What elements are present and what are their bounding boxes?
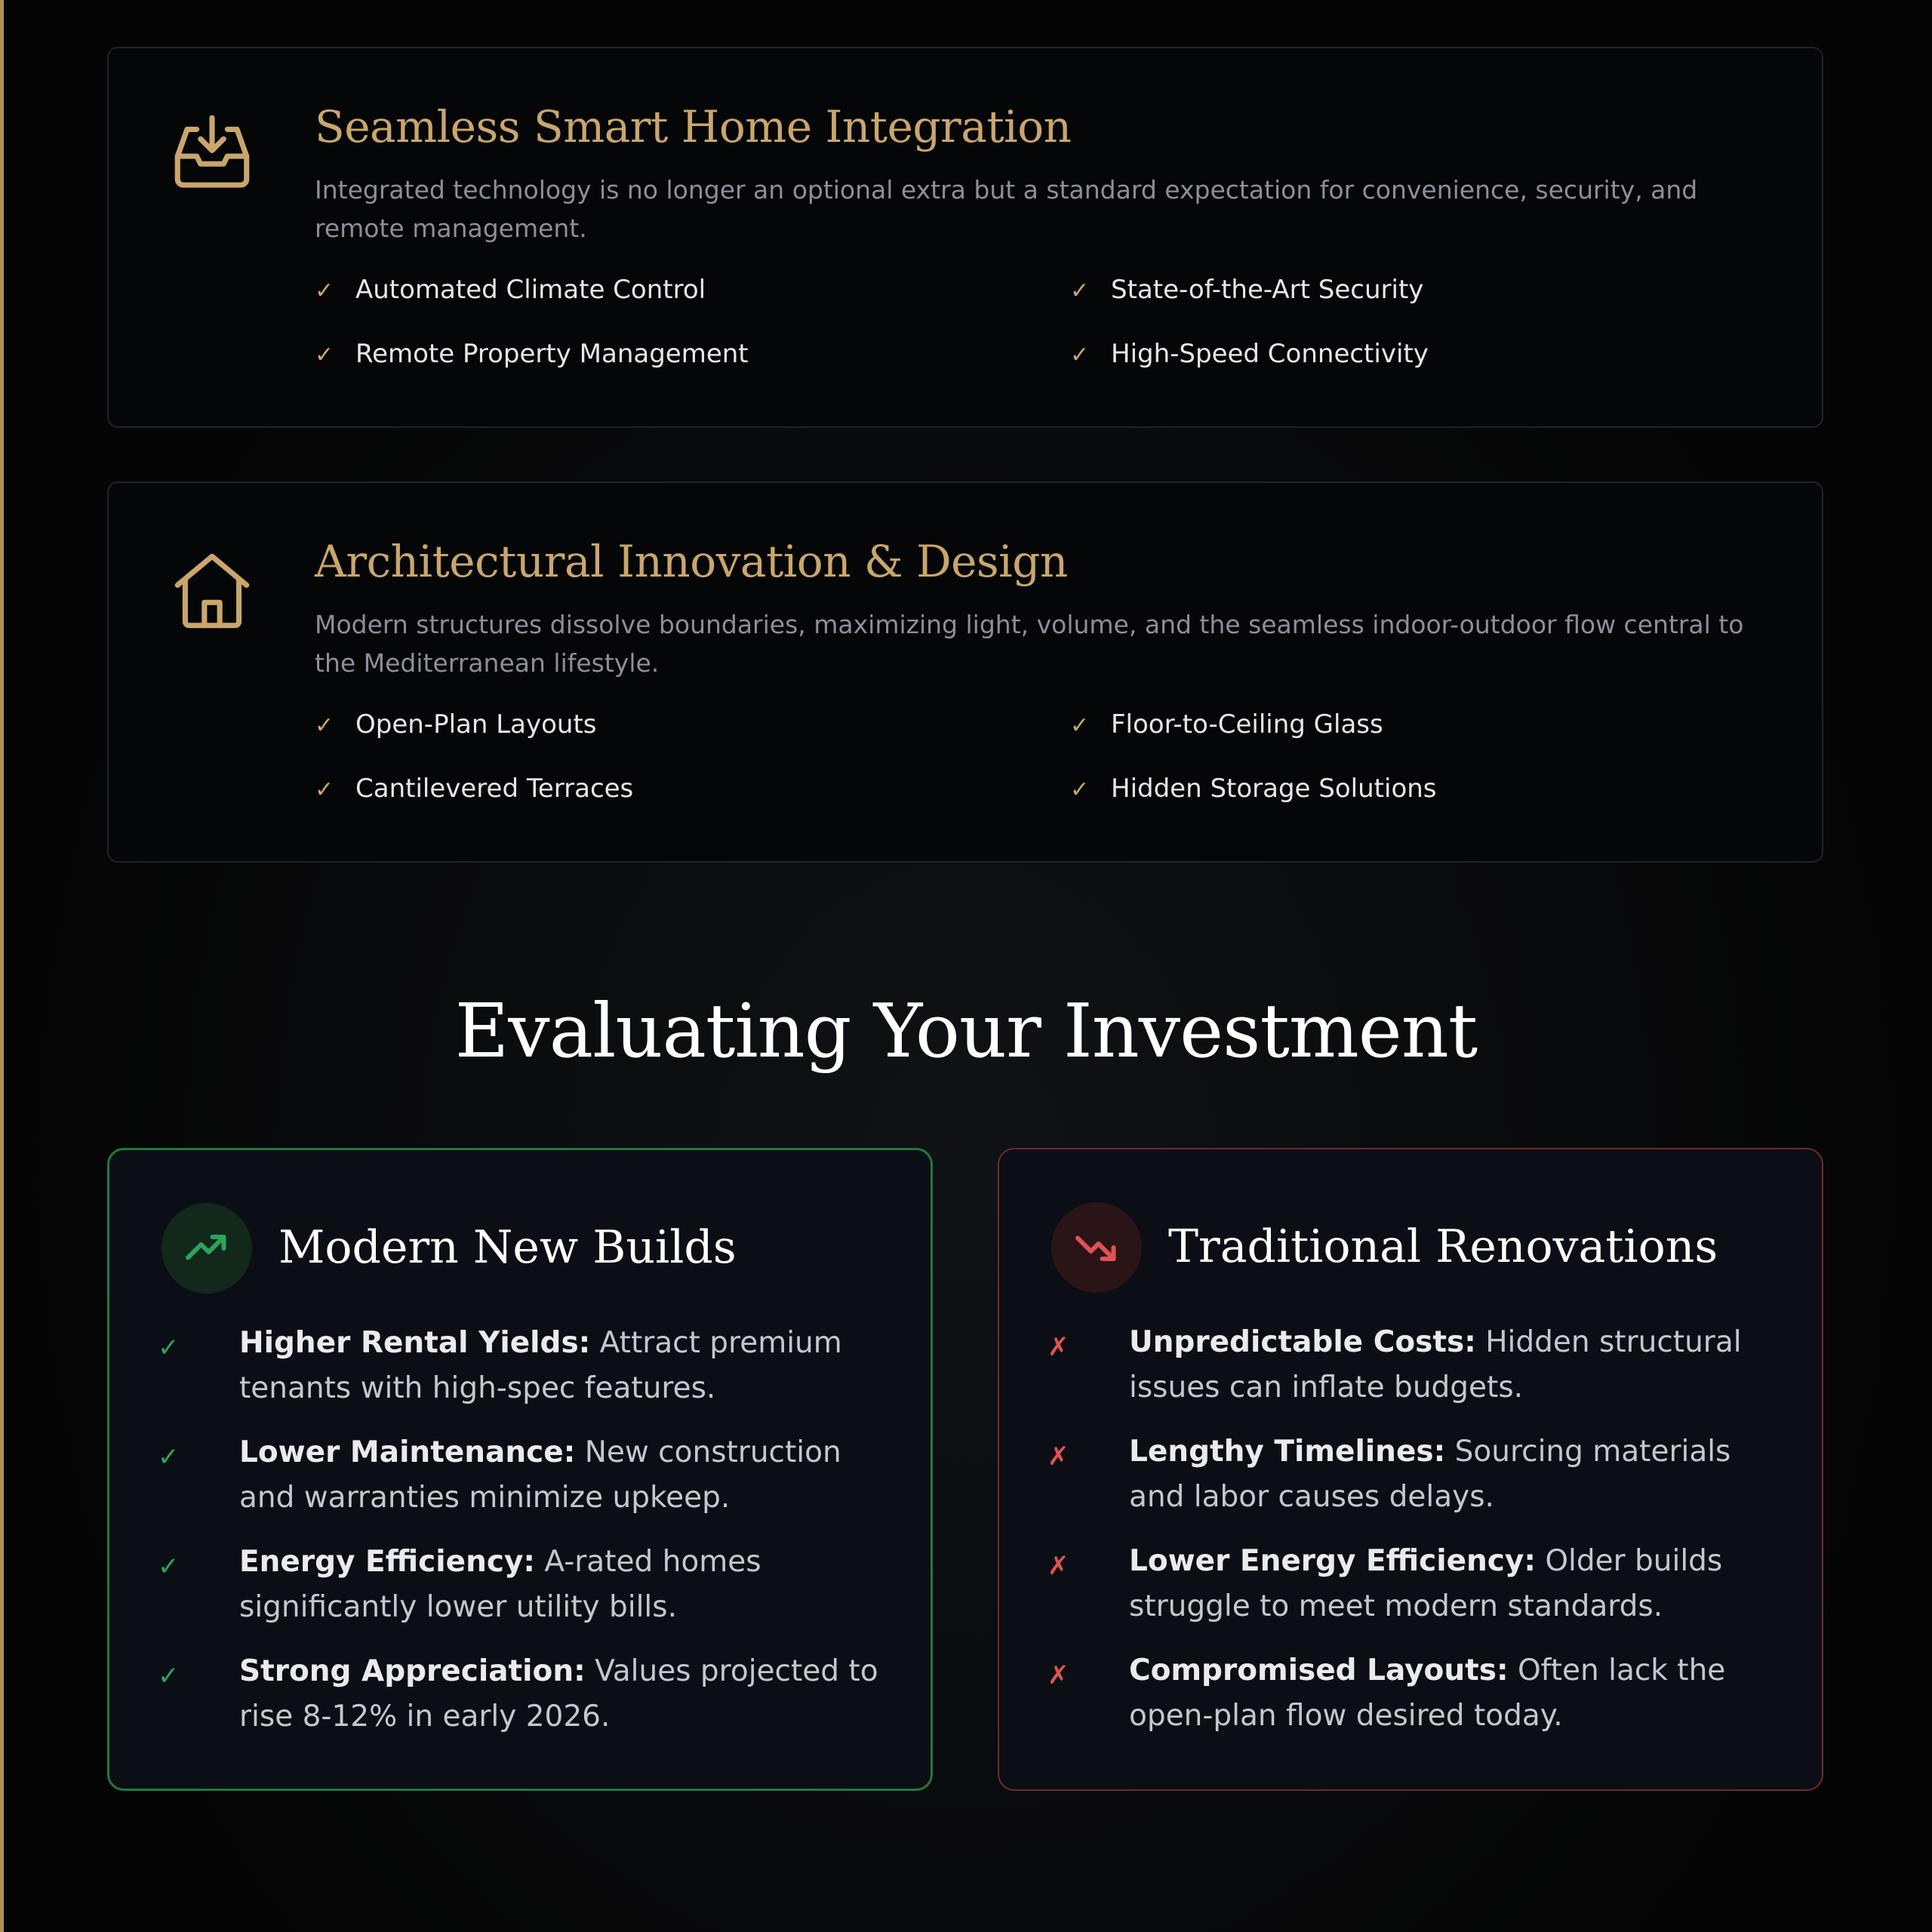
feature-list-item: ✓ Floor-to-Ceiling Glass	[1070, 709, 1383, 740]
feature-title: Architectural Innovation & Design	[315, 536, 1068, 587]
check-icon: ✓	[1070, 342, 1090, 368]
check-icon: ✓	[315, 342, 334, 368]
check-icon: ✓	[315, 777, 334, 803]
house-icon	[166, 545, 258, 637]
feature-list-item: ✓ State-of-the-Art Security	[1070, 275, 1424, 305]
section-title: Evaluating Your Investment	[454, 989, 1478, 1075]
feature-list-item: ✓ Hidden Storage Solutions	[1070, 774, 1437, 804]
feature-title: Seamless Smart Home Integration	[315, 101, 1072, 152]
feature-card-smart-home	[107, 47, 1823, 428]
check-icon: ✓	[158, 1333, 180, 1363]
feature-card-architecture	[107, 481, 1823, 863]
card-title: Modern New Builds	[278, 1221, 737, 1274]
feature-list-item: ✓ Automated Climate Control	[315, 275, 706, 305]
cross-icon: ✗	[1048, 1441, 1069, 1472]
check-icon: ✓	[1070, 278, 1090, 304]
card-title: Traditional Renovations	[1168, 1220, 1718, 1273]
check-icon: ✓	[315, 278, 334, 304]
inbox-download-icon	[166, 110, 258, 202]
cross-icon: ✗	[1048, 1332, 1069, 1362]
feature-list-item: ✓ Remote Property Management	[315, 339, 749, 369]
feature-list-item: ✓ Open-Plan Layouts	[315, 709, 597, 740]
check-icon: ✓	[1070, 777, 1090, 803]
feature-list-item: ✓ Cantilevered Terraces	[315, 774, 634, 804]
check-icon: ✓	[158, 1552, 180, 1582]
trending-down-icon	[1051, 1202, 1142, 1293]
check-icon: ✓	[158, 1661, 180, 1691]
left-accent-border	[0, 0, 4, 1932]
cross-icon: ✗	[1048, 1660, 1069, 1690]
feature-list-item: ✓ High-Speed Connectivity	[1070, 339, 1429, 369]
check-icon: ✓	[158, 1442, 180, 1472]
trending-up-icon	[162, 1203, 252, 1294]
check-icon: ✓	[1070, 712, 1090, 739]
feature-description: Integrated technology is no longer an optional extra but a standard expectation for convenience, security, and remote management.	[315, 175, 1698, 243]
pros-card-new-builds: Modern New Builds ✓ Higher Rental Yields: Attract premium tenants with high-spec features. ✓ Lower Maintenance: New construction and warranties minimize upkeep. ✓ Energy Efficiency: A-rated homes significantly lower utility bills. ✓ Strong Appreciation: Values projected to rise 8-12% in early 2026.	[107, 1148, 933, 1791]
feature-description: Modern structures dissolve boundaries, maximizing light, volume, and the seamless indoor-outdoor flow central to the Mediterranean lifestyle.	[315, 610, 1744, 678]
cons-card-renovations: Traditional Renovations ✗ Unpredictable Costs: Hidden structural issues can inflate budgets. ✗ Lengthy Timelines: Sourcing materials and labor causes delays. ✗ Lower Energy Efficiency: Older builds struggle to meet modern standards. ✗ Compromised Layouts: Often lack the open-plan flow desired today.	[998, 1148, 1823, 1791]
cross-icon: ✗	[1048, 1551, 1069, 1581]
check-icon: ✓	[315, 712, 334, 739]
